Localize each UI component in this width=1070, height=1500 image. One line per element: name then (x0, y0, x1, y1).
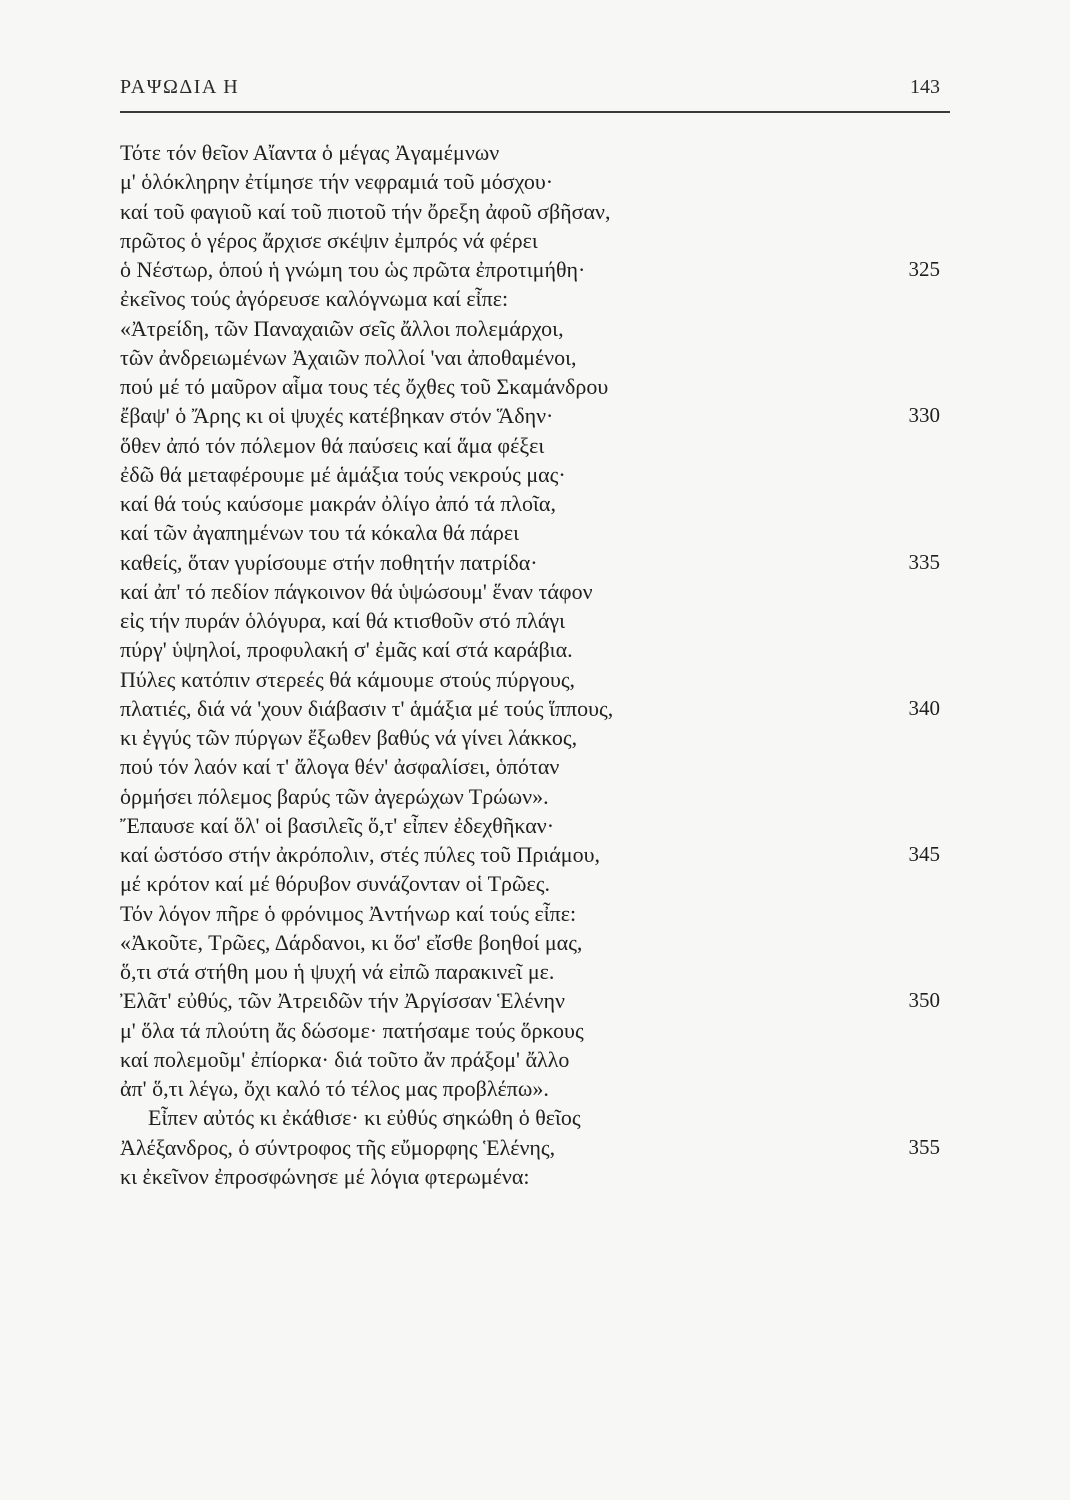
verse-line (120, 460, 950, 489)
verse-line (120, 811, 950, 840)
verse-line (120, 489, 950, 518)
verse-text: ἔβαψ' ὁ Ἄρης κι οἱ ψυχές κατέβηκαν στόν Ἅδην· (120, 403, 554, 429)
verse-text: μέ κρότον καί μέ θόρυβον συνάζονταν οἱ Τρῶες. (120, 871, 550, 897)
verse-text: ἐδῶ θά μεταφέρουμε μέ ἁμάξια τούς νεκρούς μας· (120, 461, 566, 487)
verse-line (120, 1074, 950, 1103)
verse-line (120, 431, 950, 460)
verse-text: μ' ὁλόκληρην ἐτίμησε τήν νεφραμιά τοῦ μόσχου· (120, 169, 554, 195)
verse-line (120, 840, 950, 869)
verse-text: πύργ' ὑψηλοί, προφυλακή σ' ἐμᾶς καί στά καράβια. (120, 637, 573, 663)
verse-line (120, 343, 950, 372)
page-header (120, 72, 950, 112)
verse-text: Ἔπαυσε καί ὅλ' οἱ βασιλεῖς ὅ,τ' εἶπεν ἐδεχθῆκαν· (120, 812, 555, 838)
verse-block (120, 138, 950, 1191)
verse-text: πρῶτος ὁ γέρος ἄρχισε σκέψιν ἐμπρός νά φέρει (120, 227, 538, 253)
verse-line (120, 1016, 950, 1045)
verse-line (120, 1045, 950, 1074)
verse-text: μ' ὅλα τά πλούτη ἄς δώσομε· πατήσαμε τούς ὅρκους (120, 1017, 584, 1043)
verse-text: πού τόν λαόν καί τ' ἄλογα θέν' ἀσφαλίσει, ὁπόταν (120, 754, 560, 780)
verse-line (120, 167, 950, 196)
verse-line (120, 548, 950, 577)
line-number: 325 (908, 257, 940, 281)
verse-line (120, 372, 950, 401)
line-number: 330 (908, 403, 940, 428)
verse-line (120, 401, 950, 430)
verse-line (120, 635, 950, 664)
verse-text: ἀπ' ὅ,τι λέγω, ὄχι καλό τό τέλος μας προβλέπω». (120, 1076, 549, 1101)
line-number: 340 (908, 695, 940, 720)
verse-line (120, 782, 950, 811)
verse-text: καί τῶν ἀγαπημένων του τά κόκαλα θά πάρει (120, 520, 520, 546)
verse-text: καί θά τούς καύσομε μακράν ὀλίγο ἀπό τά πλοῖα, (120, 491, 556, 516)
verse-line (120, 1162, 950, 1191)
verse-text: Τότε τόν θεῖον Αἴαντα ὁ μέγας Ἀγαμέμνων (120, 140, 500, 165)
verse-text: Εἶπεν αὐτός κι ἐκάθισε· κι εὐθύς σηκώθη ὁ θεῖος (148, 1105, 581, 1131)
verse-text: Ἀλέξανδρος, ὁ σύντροφος τῆς εὔμορφης Ἑλένης, (120, 1134, 556, 1160)
verse-text: Τόν λόγον πῆρε ὁ φρόνιμος Ἀντήνωρ καί τούς εἶπε: (120, 900, 577, 926)
running-head: ΡΑΨΩΔΙΑ Η (120, 76, 240, 98)
verse-text: κι ἐκεῖνον ἐπροσφώνησε μέ λόγια φτερωμένα: (120, 1163, 530, 1189)
verse-line (120, 723, 950, 752)
verse-line (120, 606, 950, 635)
verse-text: ὁ Νέστωρ, ὁπού ἡ γνώμη του ὡς πρῶτα ἐπροτιμήθη· (120, 257, 586, 282)
verse-text: πλατιές, διά νά 'χουν διάβασιν τ' ἁμάξια μέ τούς ἵππους, (120, 695, 614, 721)
verse-text: εἰς τήν πυράν ὁλόγυρα, καί θά κτισθοῦν στό πλάγι (120, 608, 566, 633)
verse-line (120, 1103, 950, 1132)
verse-line (120, 138, 950, 167)
verse-text: ὅθεν ἀπό τόν πόλεμον θά παύσεις καί ἅμα φέξει (120, 432, 545, 458)
line-number: 335 (908, 549, 940, 574)
verse-text: καθείς, ὅταν γυρίσουμε στήν ποθητήν πατρίδα· (120, 549, 538, 575)
page-number: 143 (910, 76, 940, 98)
line-number: 345 (908, 842, 940, 866)
verse-line (120, 899, 950, 928)
verse-line (120, 1133, 950, 1162)
verse-text: «Ἀκοῦτε, Τρῶες, Δάρδανοι, κι ὅσ' εἴσθε βοηθοί μας, (120, 929, 583, 955)
verse-text: «Ἀτρείδη, τῶν Παναχαιῶν σεῖς ἄλλοι πολεμάρχοι, (120, 315, 564, 341)
verse-line (120, 255, 950, 284)
verse-text: καί πολεμοῦμ' ἐπίορκα· διά τοῦτο ἄν πράξομ' ἄλλο (120, 1046, 570, 1072)
verse-text: κι ἐγγύς τῶν πύργων ἔξωθεν βαθύς νά γίνει λάκκος, (120, 725, 578, 750)
verse-text: ὅ,τι στά στήθη μου ἡ ψυχή νά εἰπῶ παρακινεῖ με. (120, 959, 555, 984)
verse-text: Πύλες κατόπιν στερεές θά κάμουμε στούς πύργους, (120, 666, 576, 692)
verse-line (120, 226, 950, 255)
verse-line (120, 928, 950, 957)
header-rule (120, 111, 950, 113)
verse-line (120, 314, 950, 343)
verse-text: ἐκεῖνος τούς ἀγόρευσε καλόγνωμα καί εἶπε: (120, 286, 509, 312)
verse-line (120, 518, 950, 547)
line-number: 350 (908, 988, 940, 1013)
verse-text: καί ὡστόσο στήν ἀκρόπολιν, στές πύλες τοῦ Πριάμου, (120, 842, 600, 867)
verse-line (120, 577, 950, 606)
verse-text: πού μέ τό μαῦρον αἷμα τους τές ὄχθες τοῦ Σκαμάνδρου (120, 374, 609, 399)
verse-line (120, 869, 950, 898)
verse-text: Ἐλᾶτ' εὐθύς, τῶν Ἀτρειδῶν τήν Ἀργίσσαν Ἑλένην (120, 988, 565, 1014)
verse-line (120, 197, 950, 226)
verse-text: καί τοῦ φαγιοῦ καί τοῦ πιοτοῦ τήν ὄρεξη ἀφοῦ σβῆσαν, (120, 198, 611, 224)
verse-text: ὁρμήσει πόλεμος βαρύς τῶν ἀγερώχων Τρώων». (120, 783, 549, 809)
verse-line (120, 752, 950, 781)
verse-line (120, 986, 950, 1015)
verse-text: τῶν ἀνδρειωμένων Ἀχαιῶν πολλοί 'ναι ἀποθαμένοι, (120, 344, 577, 370)
verse-line (120, 284, 950, 313)
verse-text: καί ἀπ' τό πεδίον πάγκοινον θά ὑψώσουμ' ἕναν τάφον (120, 578, 593, 604)
verse-line (120, 665, 950, 694)
verse-line (120, 694, 950, 723)
line-number: 355 (908, 1134, 940, 1159)
verse-line (120, 957, 950, 986)
